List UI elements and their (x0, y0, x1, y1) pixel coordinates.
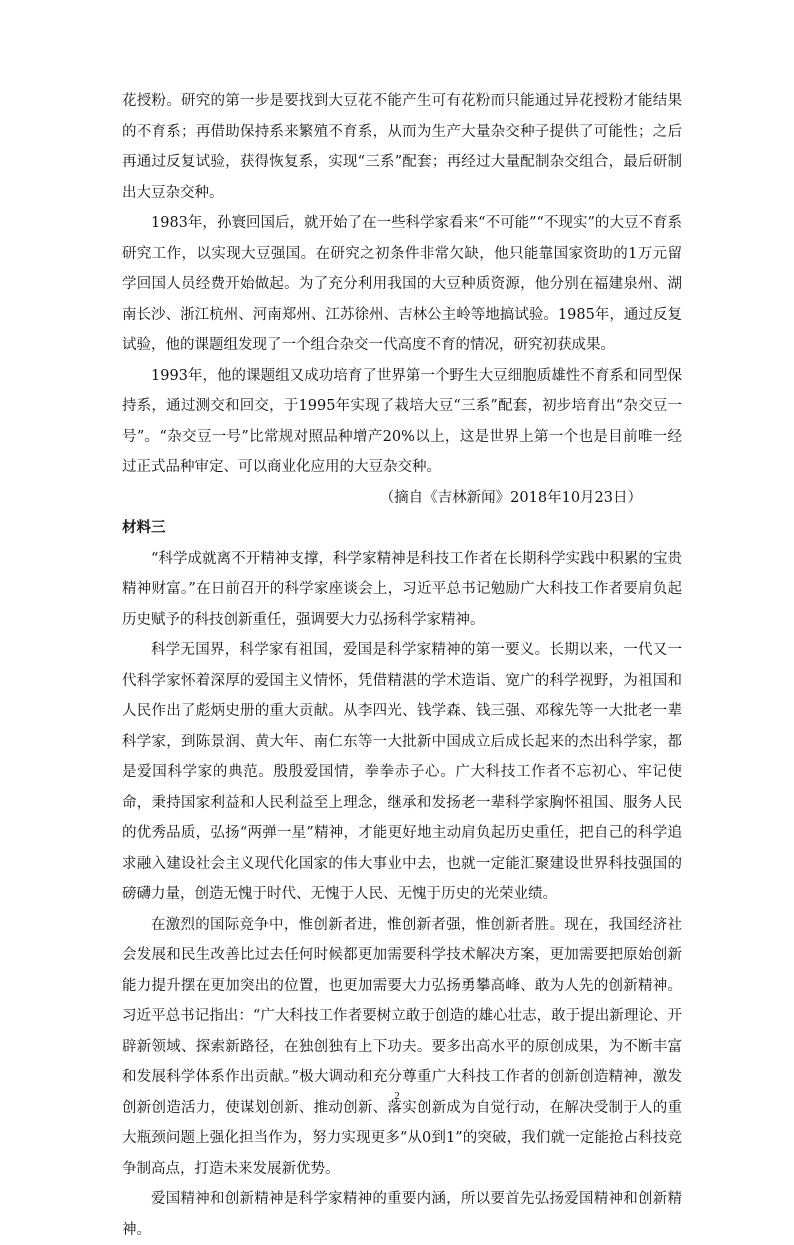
paragraph-1993: 1993年，他的课题组又成功培育了世界第一个野生大豆细胞质雄性不育系和同型保持系，通过测交和回交，于1995年实现了栽培大豆“三系”配套，初步培育出“杂交豆一号”。“杂交豆一号”比常规对照品种增产20%以上，这是世界上第一个也是目前唯一经过正式品种审定、可以商业化应用的大豆杂交种。 (122, 367, 682, 475)
document-body (122, 86, 682, 1245)
paragraph-quote: “科学成就离不开精神支撑，科学家精神是科技工作者在长期科学实践中积累的宝贵精神财富。”在日前召开的科学家座谈会上，习近平总书记勉励广大科技工作者要肩负起历史赋予的科技创新重任，强调要大力弘扬科学家精神。 (122, 550, 682, 628)
page-number: 2 (394, 1090, 400, 1102)
paragraph-conclusion: 爱国精神和创新精神是科学家精神的重要内涵，所以要首先弘扬爱国精神和创新精神。 (122, 1191, 682, 1238)
paragraph-1983: 1983年，孙寰回国后，就开始了在一些科学家看来“不可能”“不现实”的大豆不育系研究工作，以实现大豆强国。在研究之初条件非常欠缺，他只能靠国家资助的1万元留学回国人员经费开始做起。为了充分利用我国的大豆种质资源，他分别在福建泉州、湖南长沙、浙江杭州、河南郑州、江苏徐州、吉林公主岭等地搞试验。1985年，通过反复试验，他的课题组发现了一个组合杂交一代高度不育的情况，研究初获成果。 (122, 215, 682, 353)
section-heading-material-3: 材料三 (122, 519, 166, 536)
paragraph-continuation: 花授粉。研究的第一步是要找到大豆花不能产生可有花粉而只能通过异花授粉才能结果的不育系；再借助保持系来繁殖不育系，从而为生产大量杂交种子提供了可能性；之后再通过反复试验，获得恢复系，实现“三系”配套；再经过大量配制杂交组合，最后研制出大豆杂交种。 (122, 93, 682, 201)
paragraph-patriotism: 科学无国界，科学家有祖国，爱国是科学家精神的第一要义。长期以来，一代又一代科学家怀着深厚的爱国主义情怀，凭借精湛的学术造诣、宽广的科学视野，为祖国和人民作出了彪炳史册的重大贡献。从李四光、钱学森、钱三强、邓稼先等一大批老一辈科学家，到陈景润、黄大年、南仁东等一大批新中国成立后成长起来的杰出科学家，都是爱国科学家的典范。殷殷爱国情，拳拳赤子心。广大科技工作者不忘初心、牢记使命，秉持国家利益和人民利益至上理念，继承和发扬老一辈科学家胸怀祖国、服务人民的优秀品质，弘扬“两弹一星”精神，才能更好地主动肩负起历史重任，把自己的科学追求融入建设社会主义现代化国家的伟大事业中去，也就一定能汇聚建设世界科技强国的磅礴力量，创造无愧于时代、无愧于人民、无愧于历史的光荣业绩。 (122, 642, 682, 902)
paragraph-innovation: 在激烈的国际竞争中，惟创新者进，惟创新者强，惟创新者胜。现在，我国经济社会发展和民生改善比过去任何时候都更加需要科学技术解决方案，更加需要把原始创新能力提升摆在更加突出的位置，也更加需要大力弘扬勇攀高峰、敢为人先的创新精神。习近平总书记指出：“广大科技工作者要树立敢于创造的雄心壮志，敢于提出新理论、开辟新领域、探索新路径，在独创独有上下功夫。要多出高水平的原创成果，为不断丰富和发展科学体系作出贡献。”极大调动和充分尊重广大科技工作者的创新创造精神，激发创新创造活力，使谋划创新、推动创新、落实创新成为自觉行动，在解决受制于人的重大瓶颈问题上强化担当作为，努力实现更多“从0到1”的突破，我们就一定能抢占科技竞争制高点，打造未来发展新优势。 (122, 916, 682, 1177)
source-citation: （摘自《吉林新闻》2018年10月23日） (379, 489, 642, 506)
